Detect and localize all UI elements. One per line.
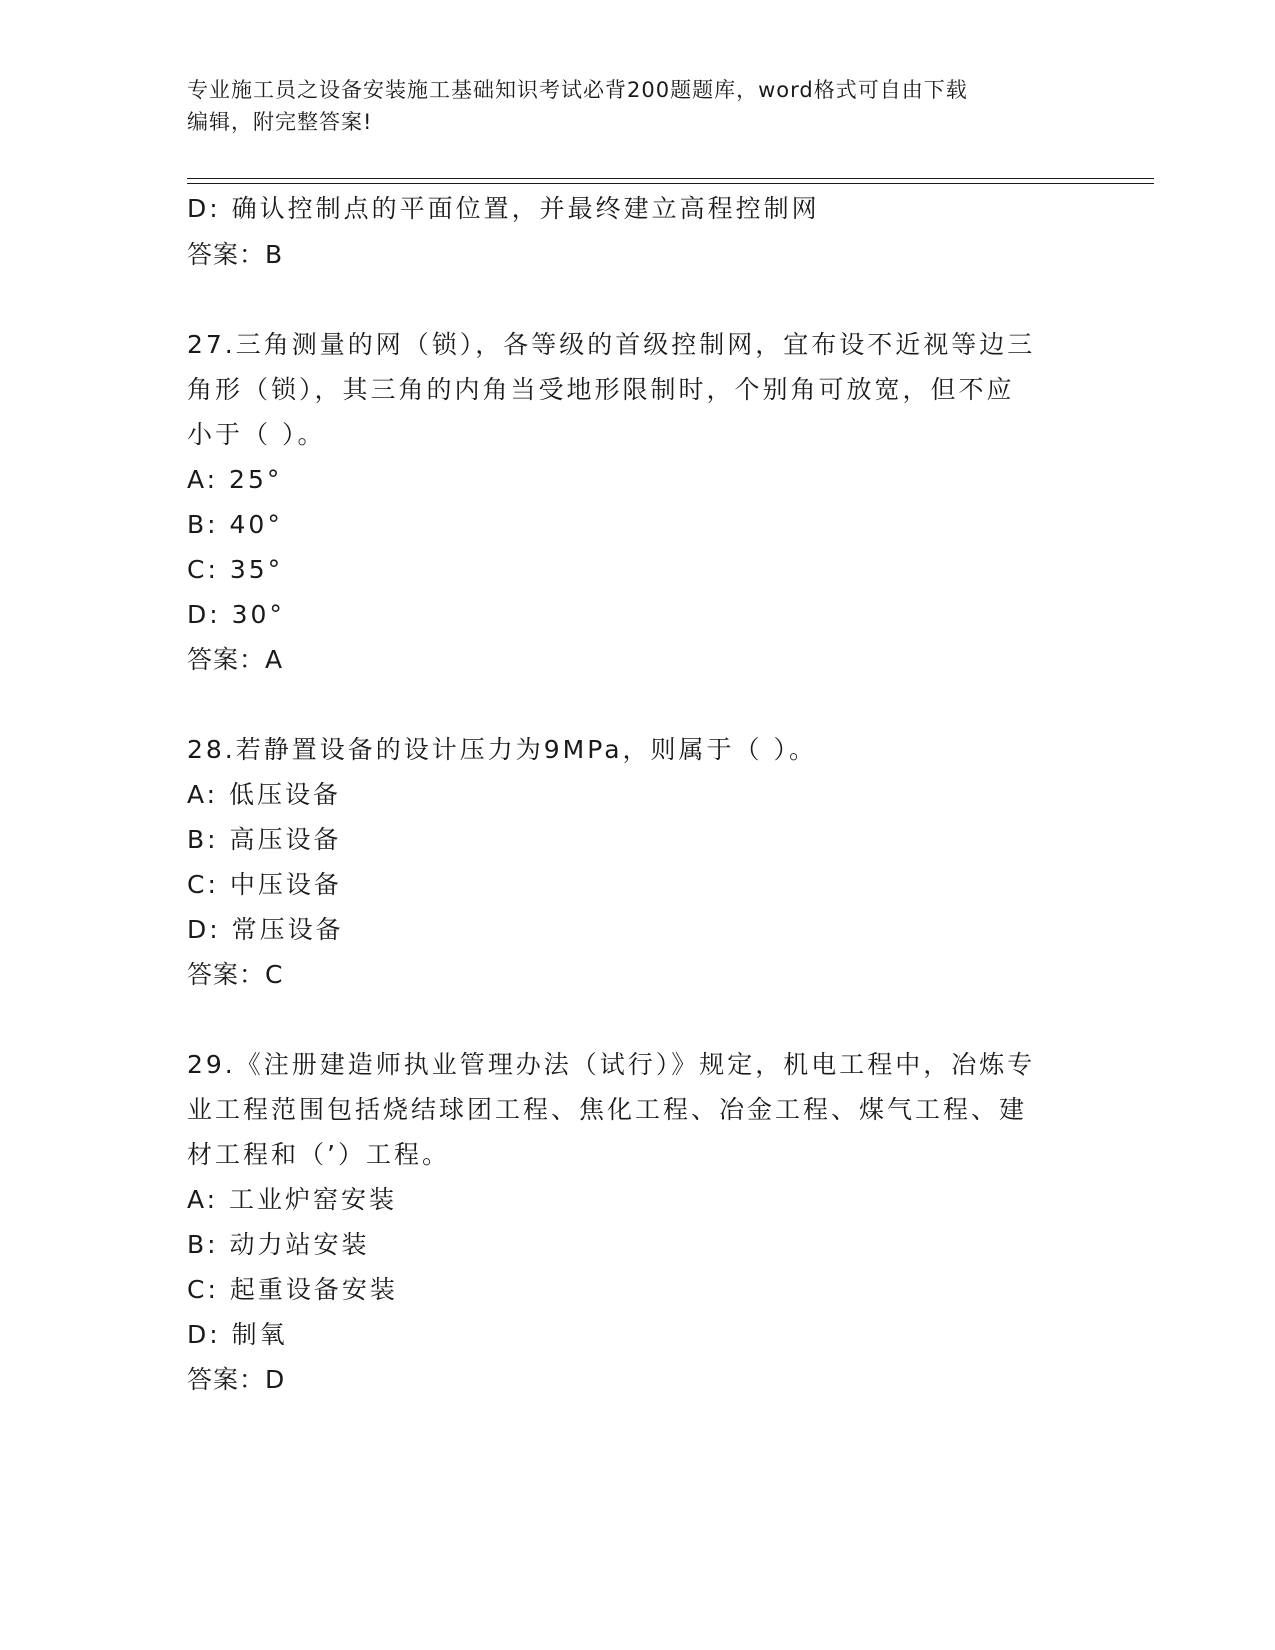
header-divider-bottom: [187, 183, 1154, 184]
q27-option-a: A: 25°: [187, 465, 283, 494]
q27-stem-line-2: 角形（锁），其三角的内角当受地形限制时，个别角可放宽，但不应: [187, 375, 1015, 404]
q28-option-c: C: 中压设备: [187, 870, 342, 899]
q27-option-d: D: 30°: [187, 600, 285, 629]
q29-option-c: C: 起重设备安装: [187, 1275, 398, 1304]
document-header: [187, 74, 1067, 138]
prev-answer: 答案：B: [187, 240, 284, 269]
q27-stem-line-3: 小于（ ）。: [187, 420, 326, 449]
q27-stem-line-1: 27.三角测量的网（锁），各等级的首级控制网，宜布设不近视等边三: [187, 330, 1036, 359]
q29-option-b: B: 动力站安装: [187, 1230, 370, 1259]
q29-stem-line-1: 29.《注册建造师执业管理办法（试行）》规定，机电工程中，冶炼专: [187, 1050, 1036, 1079]
q29-stem-line-3: 材工程和（’）工程。: [187, 1140, 450, 1169]
q28-option-d: D: 常压设备: [187, 915, 344, 944]
q29-option-a: A: 工业炉窑安装: [187, 1185, 398, 1214]
q28-option-b: B: 高压设备: [187, 825, 342, 854]
q28-option-a: A: 低压设备: [187, 780, 342, 809]
q29-answer: 答案：D: [187, 1365, 286, 1394]
q28-answer: 答案：C: [187, 960, 284, 989]
header-divider-top: [187, 178, 1154, 179]
prev-option-d: D: 确认控制点的平面位置，并最终建立高程控制网: [187, 194, 820, 223]
q27-answer: 答案：A: [187, 645, 284, 674]
q29-option-d: D: 制氧: [187, 1320, 288, 1349]
header-line-1: 专业施工员之设备安装施工基础知识考试必背200题题库，word格式可自由下载: [187, 78, 968, 102]
q29-stem-line-2: 业工程范围包括烧结球团工程、焦化工程、冶金工程、煤气工程、建: [187, 1095, 1028, 1124]
q28-stem-line-1: 28.若静置设备的设计压力为9MPa，则属于（ ）。: [187, 735, 817, 764]
q27-option-c: C: 35°: [187, 555, 284, 584]
header-line-2: 编辑，附完整答案!: [187, 110, 373, 134]
q27-option-b: B: 40°: [187, 510, 283, 539]
